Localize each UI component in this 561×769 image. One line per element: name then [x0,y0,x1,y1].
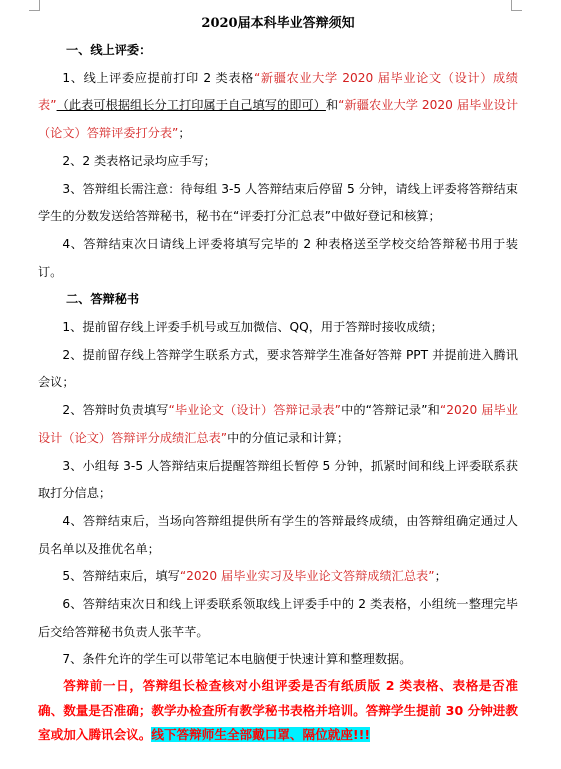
form-name-red: “新疆农业大学 2020 届毕业设计（论文）答辩评委打分表” [38,98,519,141]
item-text: 中的分值记录和计算； [227,430,350,445]
item-text: 2、答辩时负责填写 [62,403,169,418]
section-2-item-3 [38,397,518,452]
page-corner-mark-right [511,0,522,11]
document-page [38,12,518,748]
section-2-heading: 二、答辩秘书 [66,292,140,307]
section-2-item-6 [38,563,518,591]
highlighted-notice: 线下答辩师生全部戴口罩、隔位就座!!! [151,727,371,743]
form-name-red: “2020 届毕业实习及毕业论文答辩成绩汇总表” [179,569,435,584]
form-name-red: “新疆农业大学 2020 届毕业论文（设计）成绩表” [38,70,518,113]
section-1-item-4: 4、答辩结束次日请线上评委将填写完毕的 2 种表格送至学校交给答辩秘书用于装订。 [38,236,518,279]
section-1-heading: 一、线上评委： [66,43,152,57]
document-title: 2020届本科毕业答辩须知 [201,16,355,31]
underlined-note: （此表可根据组长分工打印属于自己填写的即可） [56,98,326,113]
notice-text: 答辩前一日，答辩组长检查核对小组评委是否有纸质版 2 类表格、表格是否准确、数量是否准确；教学办检查所有教学秘书表格并培训。答辩学生提前 30 分钟进教室或加入腾讯会议。 [38,678,518,743]
section-2-item-7: 6、答辩结束次日和线上评委联系领取线上评委手中的 2 类表格，小组统一整理完毕后交给答辩秘书负责人张芊芊。 [38,597,518,639]
item-text: 和 [325,98,339,113]
form-name-red: “毕业论文（设计）答辩记录表” [168,403,341,418]
item-text: 1、线上评委应提前打印 2 类表格 [62,70,254,85]
section-1-item-1 [38,65,518,148]
section-2-item-5: 4、答辩结束后，当场向答辩组提供所有学生的答辩最终成绩，由答辩组确定通过人员名单以及推优名单； [38,513,518,556]
item-text: ； [434,569,447,584]
item-text: 5、答辩结束后，填写 [62,569,180,584]
notice-paragraph [38,674,518,748]
section-2-item-4: 3、小组每 3-5 人答辩结束后提醒答辩组长暂停 5 分钟，抓紧时间和线上评委联系获取打分信息； [38,458,518,501]
section-2-item-8: 7、条件允许的学生可以带笔记本电脑便于快速计算和整理数据。 [62,652,412,667]
item-text: ； [178,126,191,141]
form-name-red: “2020 届毕业设计（论文）答辩评分成绩汇总表” [38,403,518,445]
section-1-item-3: 3、答辩组长需注意：待每组 3-5 人答辩结束后停留 5 分钟，请线上评委将答辩结束学生的分数发送给答辩秘书，秘书在“评委打分汇总表”中做好登记和核算； [38,181,518,224]
section-1-item-2: 2、2 类表格记录均应手写； [62,153,216,168]
item-text: 中的“答辩记录”和 [340,403,440,418]
page-corner-mark-left [29,0,40,11]
section-2-item-1: 1、提前留存线上评委手机号或互加微信、QQ，用于答辩时接收成绩； [62,320,443,335]
section-2-item-2: 2、提前留存线上答辩学生联系方式，要求答辩学生准备好答辩 PPT 并提前进入腾讯会议； [38,347,518,390]
